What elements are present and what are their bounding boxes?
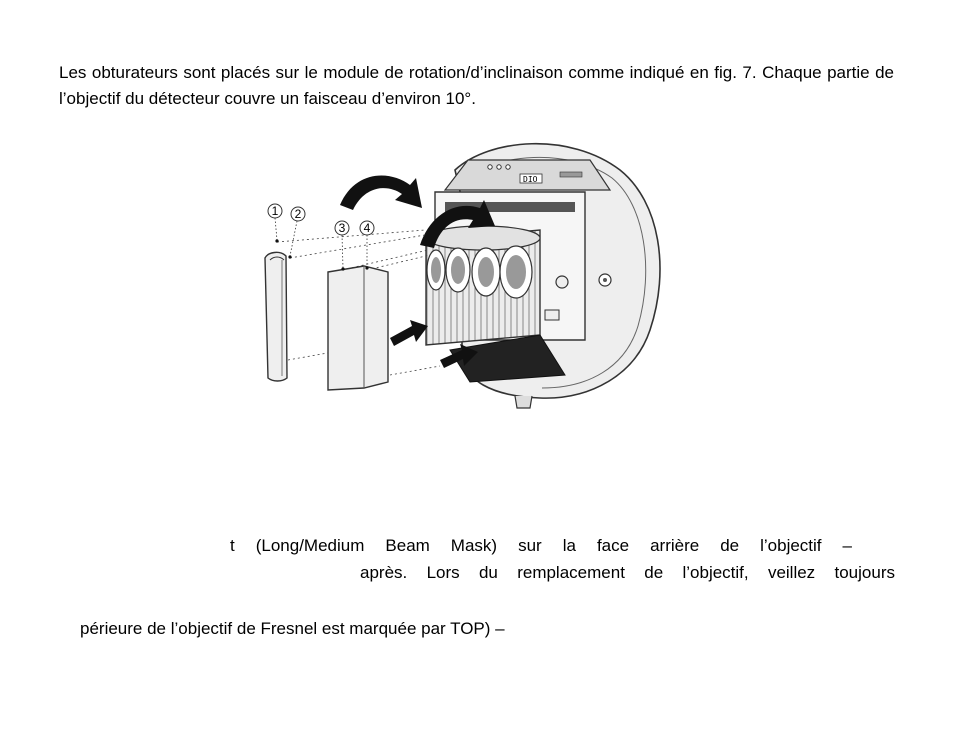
fragment-line-1: t (Long/Medium Beam Mask) sur la face arrière de l’objectif – [230, 536, 852, 555]
intro-paragraph: Les obturateurs sont placés sur le module de rotation/d’inclinaison comme indiqué en fig. 7. Chaque partie de l’objectif du détecteur couvre un faisceau d’environ 10°. [59, 63, 894, 108]
callout-4: 4 [363, 221, 371, 235]
arrow-icon-middle [390, 320, 428, 346]
callout-2: 2 [294, 207, 302, 221]
figure-drawing [240, 130, 680, 430]
fragment-line-3: périeure de l’objectif de Fresnel est marquée par TOP) – [80, 619, 505, 638]
shutter-assembly-figure [240, 130, 680, 430]
shutter-part-1-2 [265, 252, 287, 381]
arrow-icon-top [340, 175, 422, 210]
callout-1: 1 [271, 204, 279, 218]
callout-3: 3 [338, 221, 346, 235]
housing-foot [515, 396, 532, 408]
fragment-line-2: après. Lors du remplacement de l’objectif, veillez toujours [360, 563, 895, 582]
shutter-part-3-4 [328, 266, 388, 390]
panel-label: DIO [523, 175, 538, 184]
